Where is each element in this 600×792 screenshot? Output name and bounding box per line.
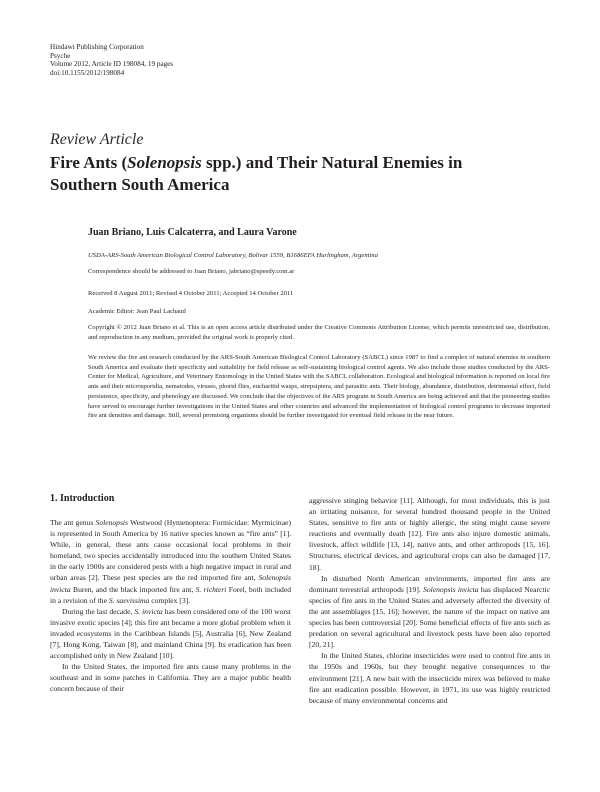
paragraph: During the last decade, S. invicta has been considered one of the 100 worst invasive exotic species [4]; this fire ant became a more global problem when it invaded ecosystems in the Caribbean Islands [5], Australia [6], New Zealand [7], Hong Kong, Taiwan [8], and mainland China [9]. Its eradication has been accomplished only in New Zealand [10]. xyxy=(50,606,291,661)
received-dates: Received 8 August 2011; Revised 4 October 2011; Accepted 14 October 2011 xyxy=(88,290,294,297)
paragraph: In the United States, chlorine insecticides were used to control fire ants in the 1950s and 1960s, but they brought negative consequences to the environment [21]. A new bait with the insecticide mirex was believed to make fire ant eradication possible. However, in 1971, its use was highly restricted because of many environmental concerns and xyxy=(309,651,550,705)
correspondence: Correspondence should be addressed to Juan Briano, jabriano@speedy.com.ar xyxy=(88,268,295,275)
paragraph: aggressive stinging behavior [11]. Although, for most individuals, this is just an irritating nuisance, for several hundred thousand people in the United States, sensitive to fire ants or highly allergic, the sting might cause severe reactions and eventually death [12]. Fire ants also injure domestic animals, livestock, affect wildlife [13, 14], native ants, and other arthropods [15, 16]. Structures, electrical devices, and agricultural crops can also be damaged [17, 18]. xyxy=(309,496,550,572)
publication-info xyxy=(50,43,173,77)
copyright-notice: Copyright © 2012 Juan Briano et al. This is an open access article distributed under the Creative Commons Attribution License, which permits unrestricted use, distribution, and reproduction in any medium, provided the original work is properly cited. xyxy=(88,324,550,341)
paper-title: Fire Ants (Solenopsis spp.) and Their Natural Enemies in Southern South America xyxy=(50,153,463,194)
article-type: Review Article xyxy=(50,131,144,148)
doi-line: doi:10.1155/2012/198084 xyxy=(50,68,125,77)
volume-line: Volume 2012, Article ID 198084, 19 pages xyxy=(50,60,174,69)
left-column xyxy=(50,517,291,695)
right-column xyxy=(309,495,550,706)
paragraph: In disturbed North American environments, imported fire ants are dominant terrestrial arthropods [19]. Solenopsis invicta has displaced Nearctic species of fire ants in the United States and adversely affected the diversity of the ant assemblages [15, 16]; however, the nature of the impact on native ant species has been controversial [20]. Some beneficial effects of fire ants such as predation on several agricultural and livestock pests have been also reported [20, 21]. xyxy=(309,573,550,650)
academic-editor: Academic Editor: Jean Paul Lachaud xyxy=(88,308,186,315)
abstract: We review the fire ant research conducted by the ARS-South American Biological Control Laboratory (SABCL) since 1987 to find a complex of natural enemies in southern South America and evaluate their specificity and suitability for field release as self-sustaining biological control agents. We also include those studies conducted by the ARS-Center for Medical, Agriculture, and Veterinary Entomology in the United States with the SABCL collaboration. Ecological and biological information is reported on local fire ants and their microsporidia, nematodes, viruses, phorid flies, eucharitid wasps, strepsiptera, and parasitic ants. Their biology, abundance, distribution, detrimental effect, field persistence, specificity, and phenology are discussed. We conclude that the objectives of the ARS program in South America are being achieved and that the pioneering studies have served to encourage further investigations in the United States and other countries and advanced the implementation of biological control programs to decrease imported fire ant densities and damage. Still, several promising organisms should be further investigated for eventual field release in the near future. xyxy=(88,354,550,420)
affiliation: USDA-ARS-South American Biological Control Laboratory, Bolivar 1559, B1686EFA Hurlingham, Argentina xyxy=(88,252,378,259)
authors: Juan Briano, Luis Calcaterra, and Laura Varone xyxy=(88,227,297,238)
paragraph: In the United States, the imported fire ants cause many problems in the southeast and in some patches in California. They are a major public health concern because of their xyxy=(50,662,291,694)
journal-line: Psyche xyxy=(50,51,71,60)
publisher-line: Hindawi Publishing Corporation xyxy=(50,43,144,51)
section-heading-introduction: 1. Introduction xyxy=(50,493,115,504)
paragraph: The ant genus Solenopsis Westwood (Hymenoptera: Formicidae: Myrmicinae) is represented in South America by 16 native species known as “fire ants” [1]. While, in general, these ants cause occasional local problems in their homeland, two species accidentally introduced into the southern United States in the early 1900s are considered pests with a high negative impact in rural and urban areas [2]. These pest species are the red imported fire ant, Solenopsis invicta Buren, and the black imported fire ant, S. richteri Forel, both included in a revision of the S. saevissima complex [3]. xyxy=(50,518,291,605)
